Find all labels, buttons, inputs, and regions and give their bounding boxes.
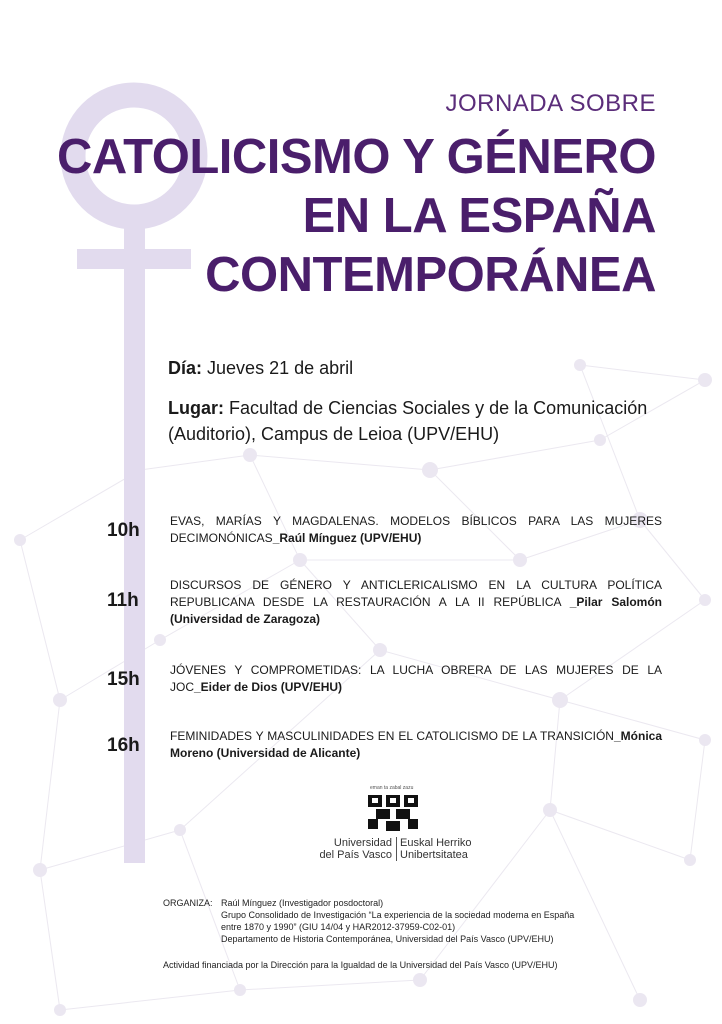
program-hour-3: 15h [107, 669, 140, 690]
location-value: Facultad de Ciencias Sociales y de la Comunicación (Auditorio), Campus de Leioa (UPV/EHU) [168, 398, 648, 444]
program-hour-4: 16h [107, 735, 140, 756]
talk-speaker: _Eider de Dios (UPV/EHU) [194, 680, 343, 694]
talk-speaker: _Mónica Moreno (Universidad de Alicante) [170, 729, 662, 760]
organizer-line: Departamento de Historia Contemporánea, Universidad del País Vasco (UPV/EHU) [221, 934, 554, 944]
program-talk-2 [170, 577, 662, 628]
logo-name-eu-line-2: Unibertsitatea [400, 849, 468, 861]
talk-speaker: _Raúl Mínguez (UPV/EHU) [272, 531, 422, 545]
location-label: Lugar: [168, 398, 224, 418]
event-title-line-3: CONTEMPORÁNEA [205, 248, 656, 302]
funding-note: Actividad financiada por la Dirección para la Igualdad de la Universidad del País Vasco (UPV/EHU) [163, 960, 558, 970]
organizer-line: Grupo Consolidado de Investigación “La experiencia de la sociedad moderna en España [221, 910, 575, 920]
talk-title: FEMINIDADES Y MASCULINIDADES EN EL CATOLICISMO DE LA TRANSICIÓN [170, 729, 614, 743]
program-talk-3 [170, 662, 662, 696]
date-value: Jueves 21 de abril [207, 358, 354, 378]
logo-name-eu-line-1: Euskal Herriko [400, 837, 472, 849]
talk-title: JÓVENES Y COMPROMETIDAS: LA LUCHA OBRERA DE LAS MUJERES DE LA JOC [170, 663, 662, 694]
logo-name-es [300, 837, 392, 861]
location-info [168, 395, 668, 447]
program-hour-2: 11h [107, 590, 139, 611]
event-subtitle: JORNADA SOBRE [445, 90, 656, 117]
event-title-line-1: CATOLICISMO Y GÉNERO [57, 130, 656, 184]
talk-title: EVAS, MARÍAS Y MAGDALENAS. MODELOS BÍBLICOS PARA LAS MUJERES DECIMONÓNICAS [170, 514, 662, 545]
organizer-line: Raúl Mínguez (Investigador posdoctoral) [221, 898, 384, 908]
logo-divider [396, 837, 397, 861]
university-logo [300, 785, 490, 865]
program-hour-1: 10h [107, 520, 140, 541]
program-talk-4 [170, 728, 662, 762]
organizers-lines [221, 897, 641, 945]
program-talk-1 [170, 513, 662, 547]
event-title [56, 128, 656, 305]
date-label: Día: [168, 358, 203, 378]
logo-motto: eman ta zabal zazu [370, 785, 414, 791]
date-info [168, 355, 668, 381]
event-title-line-2: EN LA ESPAÑA [302, 189, 656, 243]
logo-name-es-line-1: Universidad [333, 837, 392, 849]
university-emblem-icon [366, 793, 422, 833]
organizer-line: entre 1870 y 1990” (GIU 14/04 y HAR2012-37959-C02-01) [221, 922, 456, 932]
talk-speaker: _Pilar Salomón (Universidad de Zaragoza) [170, 595, 662, 626]
logo-name-es-line-2: del País Vasco [319, 849, 392, 861]
logo-name-eu [400, 837, 500, 861]
talk-title: DISCURSOS DE GÉNERO Y ANTICLERICALISMO EN LA CULTURA POLÍTICA REPUBLICANA DESDE LA RESTAURACIÓN A LA II REPÚBLICA [170, 578, 662, 609]
organizers-label: ORGANIZA: [163, 898, 213, 908]
